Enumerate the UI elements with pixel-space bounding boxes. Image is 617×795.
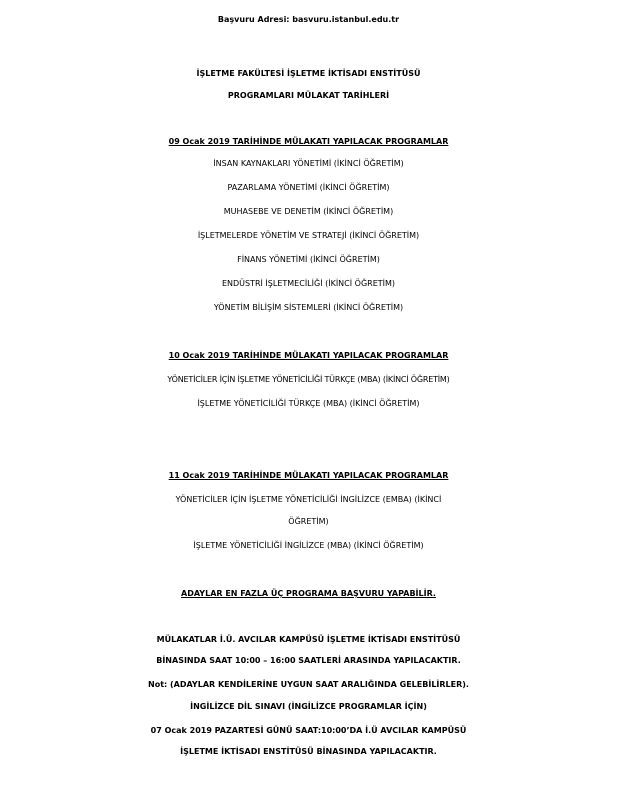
program-item: ENDÜSTRİ İŞLETMECİLİĞİ (İKİNCİ ÖĞRETİM)	[221, 279, 396, 288]
program-item: YÖNETİCİLER İÇİN İŞLETME YÖNETİCİLİĞİ TÜRKÇE (MBA) (İKİNCİ ÖĞRETİM)	[167, 375, 450, 384]
program-item: YÖNETİM BİLİŞİM SİSTEMLERİ (İKİNCİ ÖĞRETİM)	[213, 303, 404, 312]
section-heading-jan-11: 11 Ocak 2019 TARİHİNDE MÜLAKATI YAPILACAK PROGRAMLAR	[168, 471, 449, 480]
application-limit-notice: ADAYLAR EN FAZLA ÜÇ PROGRAMA BAŞVURU YAPABİLİR.	[181, 589, 436, 598]
program-item: İŞLETME YÖNETİCİLİĞİ TÜRKÇE (MBA) (İKİNCİ ÖĞRETİM)	[197, 399, 420, 408]
footer-line: İŞLETME İKTİSADI ENSTİTÜSÜ BİNASINDA YAPILACAKTIR.	[180, 747, 437, 756]
page-title-line-1: İŞLETME FAKÜLTESİ İŞLETME İKTİSADI ENSTİTÜSÜ	[196, 69, 421, 78]
footer-line: MÜLAKATLAR İ.Ü. AVCILAR KAMPÜSÜ İŞLETME İKTİSADI ENSTİTÜSÜ	[156, 635, 461, 644]
program-item-continued: ÖĞRETİM)	[288, 517, 329, 526]
footer-line: BİNASINDA SAAT 10:00 – 16:00 SAATLERİ ARASINDA YAPILACAKTIR.	[156, 656, 461, 665]
program-item: İŞLETME YÖNETİCİLİĞİ İNGİLİZCE (MBA) (İKİNCİ ÖĞRETİM)	[193, 541, 424, 550]
footer-note: Not: (ADAYLAR KENDİLERİNE UYGUN SAAT ARALIĞINDA GELEBİLİRLER).	[148, 680, 469, 689]
footer-line: İNGİLİZCE DİL SINAVI (İNGİLİZCE PROGRAMLAR İÇİN)	[190, 702, 427, 711]
section-heading-jan-09: 09 Ocak 2019 TARİHİNDE MÜLAKATI YAPILACAK PROGRAMLAR	[168, 137, 449, 146]
program-item: FİNANS YÖNETİMİ (İKİNCİ ÖĞRETİM)	[237, 255, 380, 264]
section-heading-jan-10: 10 Ocak 2019 TARİHİNDE MÜLAKATI YAPILACAK PROGRAMLAR	[168, 351, 449, 360]
application-address: Başvuru Adresi: basvuru.istanbul.edu.tr	[217, 15, 400, 24]
program-item: İŞLETMELERDE YÖNETİM VE STRATEJİ (İKİNCİ ÖĞRETİM)	[197, 231, 420, 240]
program-item: PAZARLAMA YÖNETİMİ (İKİNCİ ÖĞRETİM)	[227, 183, 390, 192]
page-title-line-2: PROGRAMLARI MÜLAKAT TARİHLERİ	[227, 91, 390, 100]
program-item: YÖNETİCİLER İÇİN İŞLETME YÖNETİCİLİĞİ İNGİLİZCE (EMBA) (İKİNCİ	[175, 495, 442, 504]
footer-line: 07 Ocak 2019 PAZARTESİ GÜNÜ SAAT:10:00’DA İ.Ü AVCILAR KAMPÜSÜ	[150, 726, 467, 735]
program-item: MUHASEBE VE DENETİM (İKİNCİ ÖĞRETİM)	[223, 207, 394, 216]
program-item: İNSAN KAYNAKLARI YÖNETİMİ (İKİNCİ ÖĞRETİM)	[213, 159, 404, 168]
